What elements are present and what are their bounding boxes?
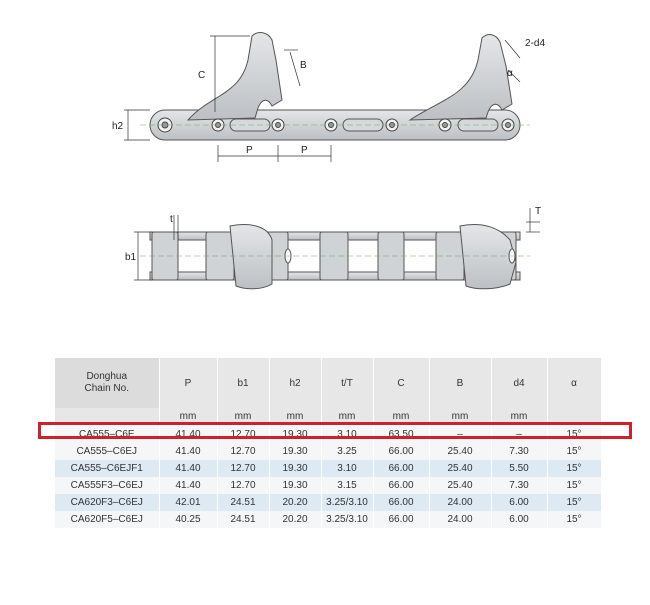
dim-label-b: B	[300, 60, 307, 71]
cell: 66.00	[373, 511, 429, 528]
cell: 41.40	[159, 460, 217, 477]
cell-chain-no: CA620F3–C6EJ	[55, 494, 159, 511]
header-h2: h2	[269, 358, 321, 408]
header-b1: b1	[217, 358, 269, 408]
cell: 41.40	[159, 477, 217, 494]
table-units-row	[55, 408, 601, 426]
header-p: P	[159, 358, 217, 408]
dim-label-t: t	[170, 214, 173, 225]
table-row	[55, 511, 601, 528]
cell: 3.25	[321, 443, 373, 460]
cell: 12.70	[217, 460, 269, 477]
dim-label-p-second: P	[301, 145, 308, 156]
dim-label-c: C	[198, 70, 206, 81]
cell: 20.20	[269, 494, 321, 511]
cell: 19.30	[269, 443, 321, 460]
dim-label-big-t: T	[535, 206, 542, 217]
cell: 6.00	[491, 511, 547, 528]
cell: 19.30	[269, 426, 321, 444]
cell: 63.50	[373, 426, 429, 444]
cell: 7.30	[491, 477, 547, 494]
cell: 66.00	[373, 460, 429, 477]
cell: 15°	[547, 443, 601, 460]
cell: 3.15	[321, 477, 373, 494]
cell: 66.00	[373, 477, 429, 494]
cell-chain-no: CA555F3–C6EJ	[55, 477, 159, 494]
cell: 15°	[547, 426, 601, 444]
dim-label-2-d4: 2-d4	[525, 38, 546, 49]
dim-label-h2: h2	[112, 121, 124, 132]
cell: 6.00	[491, 494, 547, 511]
cell: –	[491, 426, 547, 444]
header-chain-no-line1: Donghua	[86, 371, 128, 382]
cell: 20.20	[269, 511, 321, 528]
cell: 15°	[547, 460, 601, 477]
cell: 24.00	[429, 511, 491, 528]
chain-top-view	[150, 225, 520, 289]
unit-cell	[547, 408, 601, 426]
cell: 25.40	[429, 477, 491, 494]
header-chain-no-line2: Chain No.	[84, 383, 129, 394]
table-row	[55, 477, 601, 494]
cell: 66.00	[373, 443, 429, 460]
unit-cell: mm	[269, 408, 321, 426]
cell: 12.70	[217, 426, 269, 444]
cell: 66.00	[373, 494, 429, 511]
cell: 19.30	[269, 477, 321, 494]
cell: 3.10	[321, 426, 373, 444]
header-c: C	[373, 358, 429, 408]
cell: 42.01	[159, 494, 217, 511]
unit-cell: mm	[429, 408, 491, 426]
header-alpha: α	[547, 358, 601, 408]
cell: 5.50	[491, 460, 547, 477]
table-row	[55, 460, 601, 477]
cell: 41.40	[159, 443, 217, 460]
unit-cell: mm	[321, 408, 373, 426]
cell: 7.30	[491, 443, 547, 460]
cell: 19.30	[269, 460, 321, 477]
cell: 40.25	[159, 511, 217, 528]
cell: 24.51	[217, 511, 269, 528]
header-chain-no	[55, 358, 159, 408]
unit-cell	[55, 408, 159, 426]
chain-spec-table	[55, 358, 602, 528]
cell: 3.25/3.10	[321, 494, 373, 511]
table-row	[55, 443, 601, 460]
cell: 3.10	[321, 460, 373, 477]
header-t-T: t/T	[321, 358, 373, 408]
dim-label-alpha: α	[507, 68, 513, 79]
cell: 15°	[547, 477, 601, 494]
unit-cell: mm	[217, 408, 269, 426]
table-row	[55, 494, 601, 511]
table-row	[55, 426, 601, 444]
dim-label-p-first: P	[246, 145, 253, 156]
cell: 24.51	[217, 494, 269, 511]
cell-chain-no: CA555–C6E	[55, 426, 159, 444]
cell: 3.25/3.10	[321, 511, 373, 528]
cell: 12.70	[217, 477, 269, 494]
unit-cell: mm	[159, 408, 217, 426]
cell-chain-no: CA555–C6EJF1	[55, 460, 159, 477]
cell: 25.40	[429, 443, 491, 460]
cell: 15°	[547, 511, 601, 528]
cell: 41.40	[159, 426, 217, 444]
dim-label-b1: b1	[125, 252, 137, 263]
unit-cell: mm	[373, 408, 429, 426]
table-header-row	[55, 358, 601, 408]
cell-chain-no: CA555–C6EJ	[55, 443, 159, 460]
cell: –	[429, 426, 491, 444]
cell-chain-no: CA620F5–C6EJ	[55, 511, 159, 528]
header-b: B	[429, 358, 491, 408]
cell: 15°	[547, 494, 601, 511]
unit-cell: mm	[491, 408, 547, 426]
cell: 12.70	[217, 443, 269, 460]
cell: 25.40	[429, 460, 491, 477]
header-d4: d4	[491, 358, 547, 408]
cell: 24.00	[429, 494, 491, 511]
